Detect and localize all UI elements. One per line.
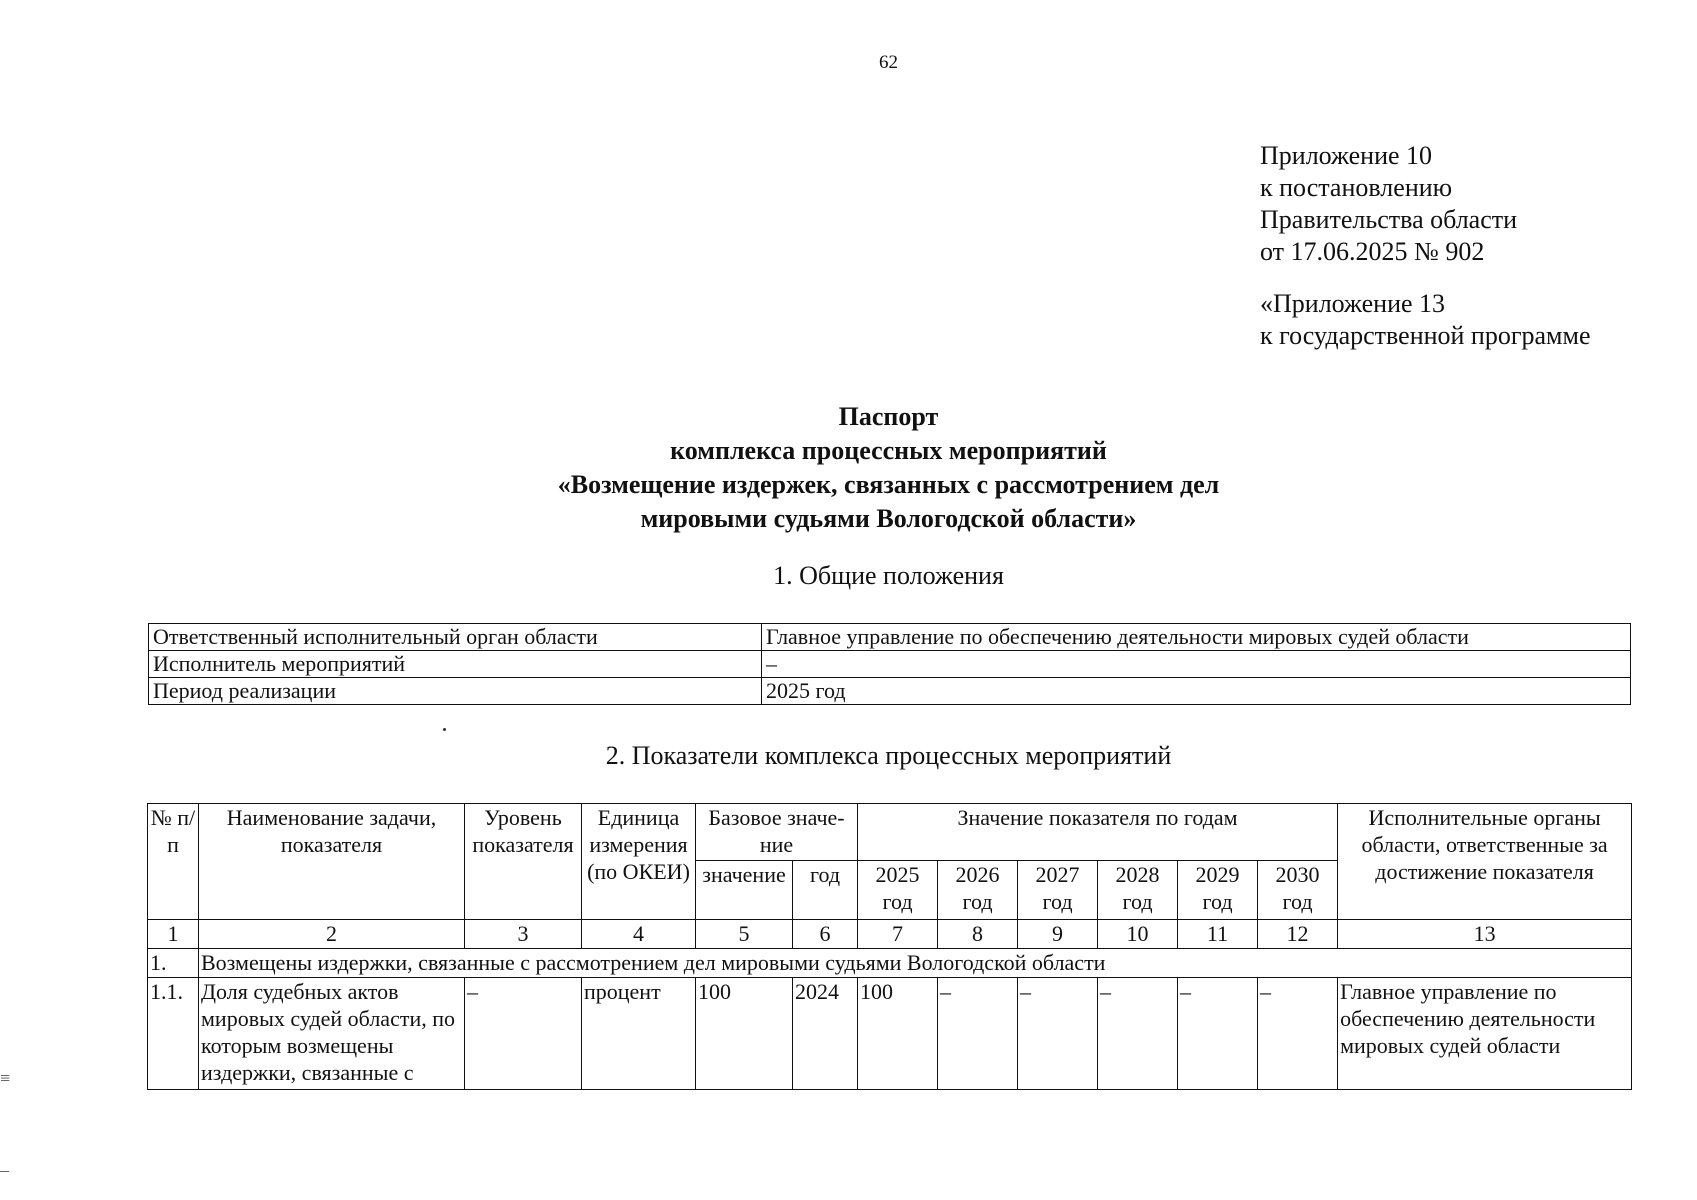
indicator-num: 1.1. (148, 978, 199, 1090)
column-number: 5 (696, 920, 793, 949)
indicator-base-value: 100 (696, 978, 793, 1090)
indicator-value: – (1178, 978, 1258, 1090)
column-number: 12 (1258, 920, 1338, 949)
table-cell: – (762, 651, 1631, 678)
title-line: Паспорт (838, 402, 939, 431)
appendix-line: Правительства области (1260, 205, 1518, 234)
margin-mark: – (0, 1160, 9, 1180)
appendix-line: от 17.06.2025 № 902 (1260, 237, 1485, 266)
column-number: 2 (199, 920, 465, 949)
column-number: 9 (1018, 920, 1098, 949)
header-base: Базовое значе-ние (696, 804, 858, 861)
header-name: Наименование задачи, показателя (199, 804, 465, 920)
appendix-line: «Приложение 13 (1260, 289, 1446, 318)
table-cell: Исполнитель мероприятий (149, 651, 762, 678)
title-line: «Возмещение издержек, связанных с рассмотрением дел (557, 470, 1220, 499)
indicator-value: – (1018, 978, 1098, 1090)
table-cell: Ответственный исполнительный орган области (149, 624, 762, 651)
column-number: 10 (1098, 920, 1178, 949)
indicator-unit: процент (582, 978, 696, 1090)
table-cell: Главное управление по обеспечению деятельности мировых судей области (762, 624, 1631, 651)
header-year: 2025 год (858, 861, 938, 920)
header-num: № п/п (148, 804, 199, 920)
column-number: 6 (793, 920, 858, 949)
page-number: 62 (879, 52, 898, 73)
header-year: 2026 год (938, 861, 1018, 920)
header-base-year: год (793, 861, 858, 920)
general-provisions-table (148, 623, 1631, 705)
header-base-value: значение (696, 861, 793, 920)
column-number-row (148, 920, 1632, 949)
task-text: Возмещены издержки, связанные с рассмотрением дел мировыми судьями Вологодской области (199, 949, 1632, 978)
header-year: 2030 год (1258, 861, 1338, 920)
document-title (0, 400, 1697, 536)
appendix-block (1260, 140, 1591, 352)
indicator-value: – (938, 978, 1018, 1090)
indicator-row (148, 978, 1632, 1090)
column-number: 13 (1338, 920, 1632, 949)
appendix-line: Приложение 10 (1260, 141, 1433, 170)
title-line: мировыми судьями Вологодской области» (640, 504, 1137, 533)
task-row (148, 949, 1632, 978)
indicators-table (147, 803, 1632, 1090)
column-number: 3 (465, 920, 582, 949)
header-by-years: Значение показателя по годам (858, 804, 1338, 861)
header-unit: Единица измерения (по ОКЕИ) (582, 804, 696, 920)
header-year: 2029 год (1178, 861, 1258, 920)
column-number: 1 (148, 920, 199, 949)
indicator-responsible: Главное управление по обеспечению деятельности мировых судей области (1338, 978, 1632, 1090)
indicator-value: – (1098, 978, 1178, 1090)
column-number: 7 (858, 920, 938, 949)
column-number: 4 (582, 920, 696, 949)
section-2-heading: 2. Показатели комплекса процессных мероприятий (605, 741, 1172, 770)
header-year: 2028 год (1098, 861, 1178, 920)
table-row (149, 651, 1631, 678)
table-cell: Период реализации (149, 678, 762, 705)
margin-mark: ≡ (0, 1068, 11, 1088)
column-number: 8 (938, 920, 1018, 949)
table-row (149, 624, 1631, 651)
indicator-level: – (465, 978, 582, 1090)
header-row (148, 804, 1632, 861)
header-year: 2027 год (1018, 861, 1098, 920)
appendix-line: к постановлению (1260, 173, 1453, 202)
indicator-name: Доля судебных актов мировых судей области, по которым возмещены издержки, связанные с (199, 978, 465, 1090)
section-1-heading: 1. Общие положения (773, 561, 1004, 590)
table-cell: 2025 год (762, 678, 1631, 705)
header-level: Уровень показателя (465, 804, 582, 920)
stray-dot (443, 728, 446, 731)
indicator-value: – (1258, 978, 1338, 1090)
column-number: 11 (1178, 920, 1258, 949)
indicator-value: 100 (858, 978, 938, 1090)
appendix-line: к государственной программе (1260, 321, 1591, 350)
header-responsible: Исполнительные органы области, ответственные за достижение показателя (1338, 804, 1632, 920)
title-line: комплекса процессных мероприятий (670, 436, 1107, 465)
indicator-base-year: 2024 (793, 978, 858, 1090)
task-num: 1. (148, 949, 199, 978)
table-row (149, 678, 1631, 705)
